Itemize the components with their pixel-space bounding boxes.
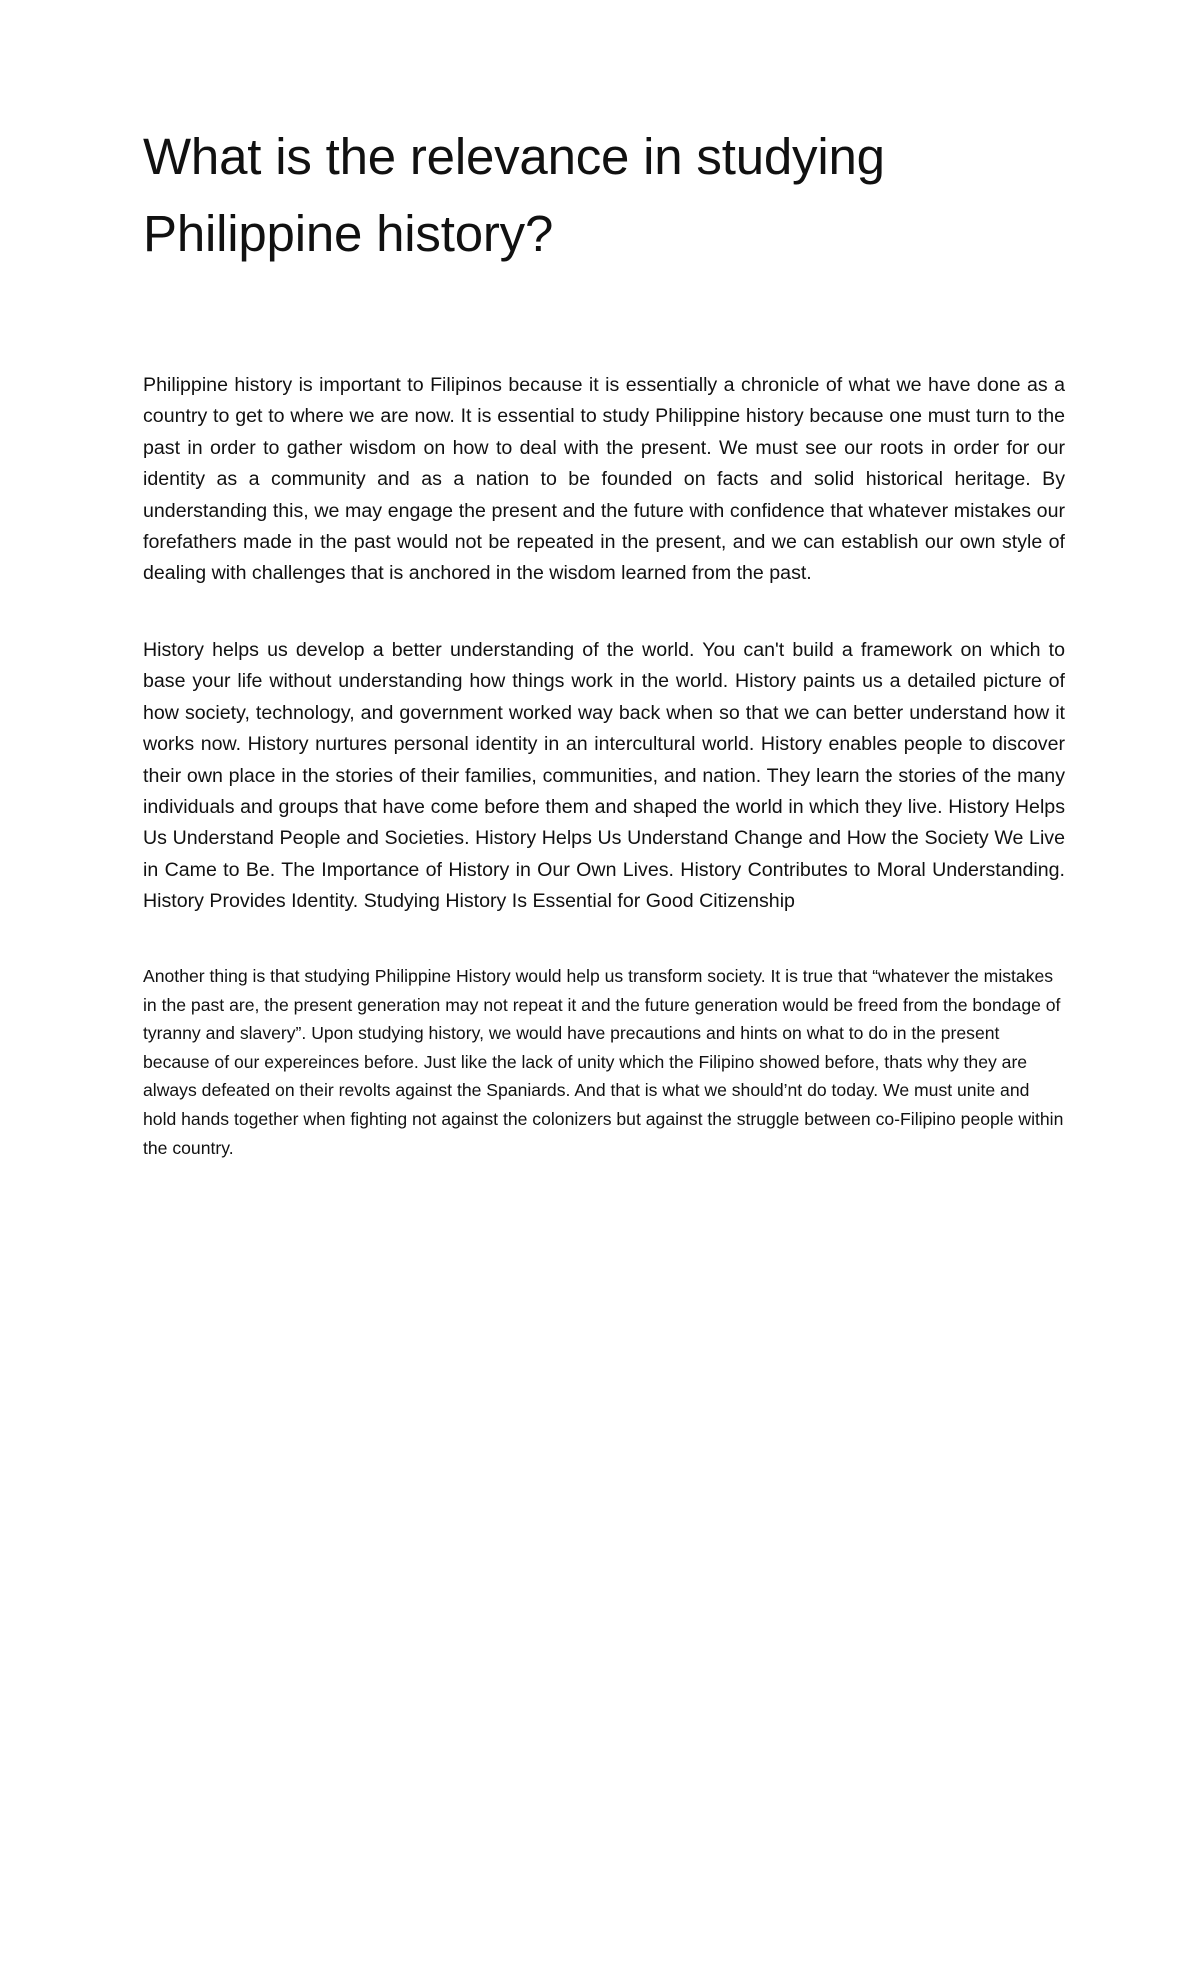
paragraph-2: History helps us develop a better understanding of the world. You can't build a framework on which to base your life without understanding how things work in the world. History paints us a detailed picture of how society, technology, and government worked way back when so that we can better understand how it works now. History nurtures personal identity in an intercultural world. History enables people to discover their own place in the stories of their families, communities, and nation. They learn the stories of the many individuals and groups that have come before them and shaped the world in which they live. History Helps Us Understand People and Societies. History Helps Us Understand Change and How the Society We Live in Came to Be. The Importance of History in Our Own Lives. History Contributes to Moral Understanding. History Provides Identity. Studying History Is Essential for Good Citizenship [143,639,1065,913]
paragraph-1: Philippine history is important to Filipinos because it is essentially a chronicle of what we have done as a country to get to where we are now. It is essential to study Philippine history because one must turn to the past in order to gather wisdom on how to deal with the present. We must see our roots in order for our identity as a community and as a nation to be founded on facts and solid historical heritage. By understanding this, we may engage the present and the future with confidence that whatever mistakes our forefathers made in the past would not be repeated in the present, and we can establish our own style of dealing with challenges that is anchored in the wisdom learned from the past. [143,374,1065,585]
document-title: What is the relevance in studying Philippine history? [143,128,885,262]
paragraph-3: Another thing is that studying Philippine History would help us transform society. It is true that “whatever the mistakes in the past are, the present generation may not repeat it and the future generation would be freed from the bondage of tyranny and slavery”. Upon studying history, we would have precautions and hints on what to do in the present because of our expereinces before. Just like the lack of unity which the Filipino showed before, thats why they are always defeated on their revolts against the Spaniards. And that is what we should’nt do today. We must unite and hold hands together when fighting not against the colonizers but against the struggle between co-Filipino people within the country. [143,966,1064,1158]
document-content [143,118,1065,1158]
